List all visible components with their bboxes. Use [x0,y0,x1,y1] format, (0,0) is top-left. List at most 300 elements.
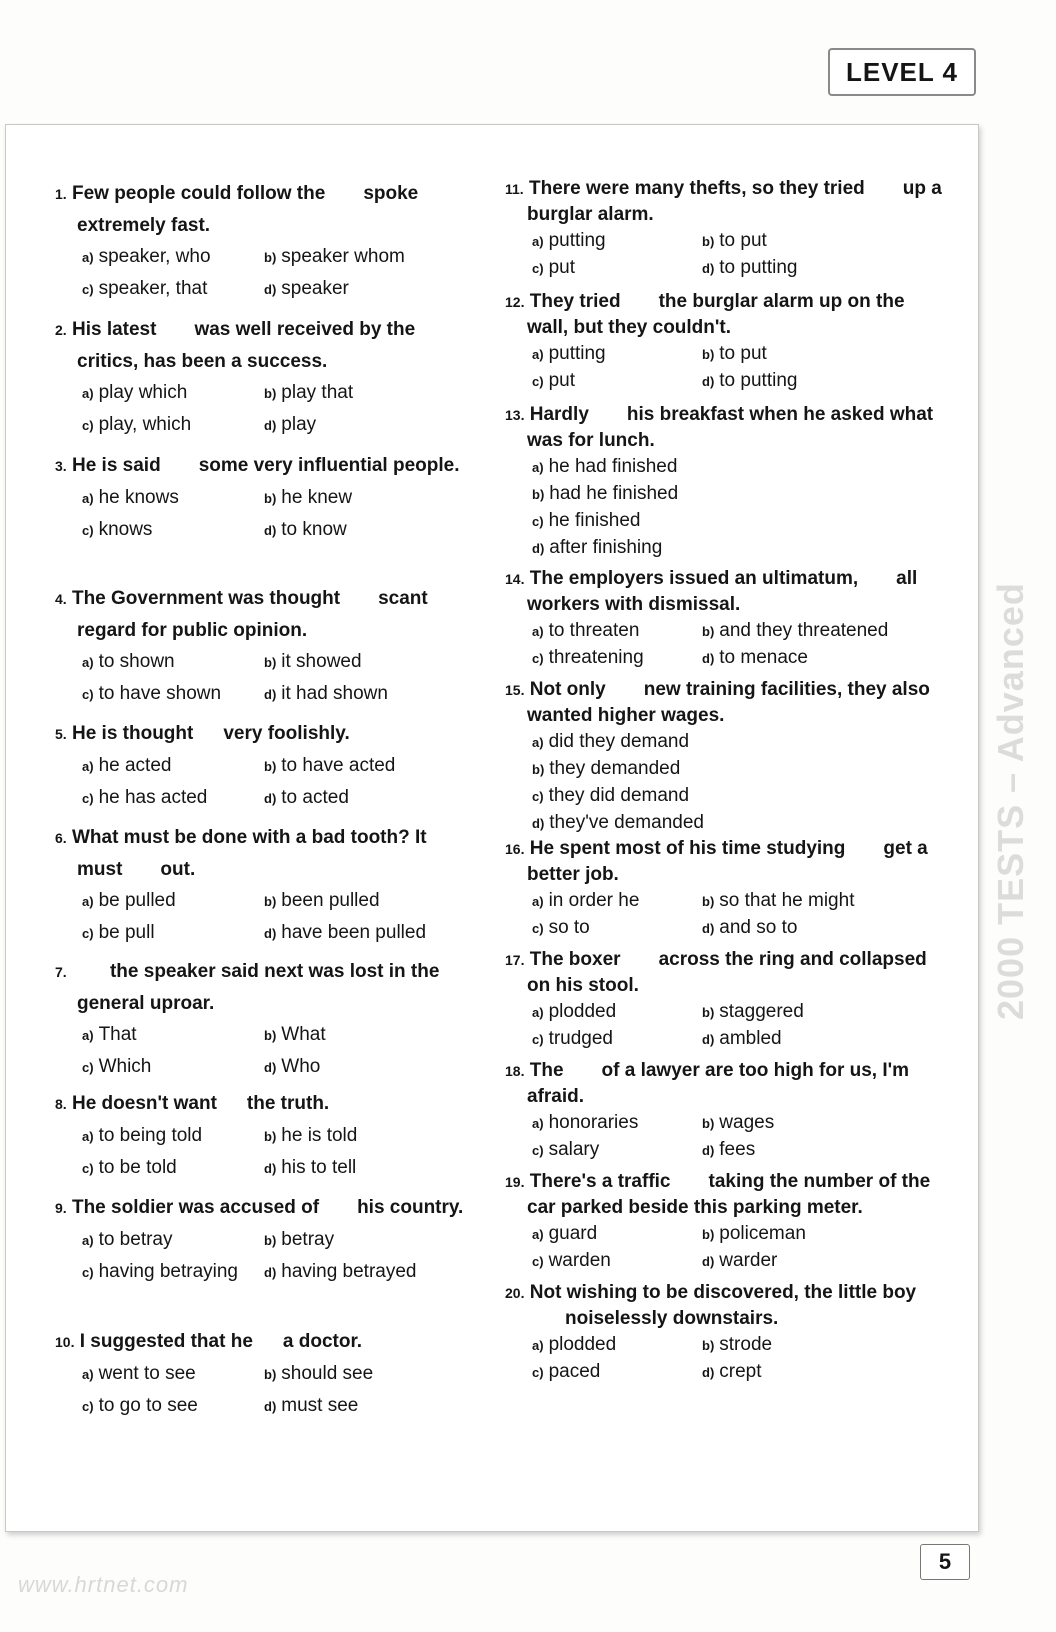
option-c[interactable] [532,508,945,535]
option-a[interactable] [82,646,264,678]
option-letter: a) [82,1028,94,1043]
question-stem-start: There were many thefts, so they tried [528,178,865,199]
question-stem-end: spoke extremely fast. [77,183,419,236]
option-letter: a) [532,1005,544,1020]
option-b[interactable] [264,241,465,273]
option-b[interactable] [264,1120,465,1152]
option-text: putting [548,230,606,251]
option-letter: a) [532,624,544,639]
question-number: 18. [505,1063,525,1079]
question-stem-end: his country. [357,1197,464,1218]
option-letter: b) [702,624,715,639]
option-b[interactable] [264,750,465,782]
question-stem-start: Not only [529,679,606,700]
question-14 [505,566,945,672]
option-c[interactable] [82,409,264,441]
option-b[interactable] [702,228,945,255]
option-a[interactable] [532,618,702,645]
option-text: he has acted [98,787,208,808]
option-text: did they demand [548,731,690,752]
option-a[interactable] [532,1221,702,1248]
question-text [55,822,465,885]
option-text: to have acted [281,755,396,776]
option-letter: b) [264,1028,277,1043]
question-stem-start: The employers issued an ultimatum, [529,568,859,589]
question-text [55,1192,465,1224]
option-a[interactable] [82,482,264,514]
option-b[interactable] [264,1358,465,1390]
question-text [55,956,465,1019]
question-6 [55,822,465,949]
option-d[interactable] [264,1390,465,1422]
option-letter: b) [264,894,277,909]
option-text: he acted [98,755,172,776]
option-text: should see [281,1363,374,1384]
option-text: to go to see [98,1395,198,1416]
option-text: to betray [98,1229,173,1250]
option-text: after finishing [549,537,663,558]
option-c[interactable] [532,1359,702,1386]
answer-options [505,618,945,672]
question-text [55,1326,465,1358]
option-text: he is told [281,1125,358,1146]
option-text: they did demand [548,785,690,806]
option-letter: a) [532,234,544,249]
option-letter: d) [702,1032,715,1047]
option-letter: a) [82,1233,94,1248]
option-text: What [281,1024,326,1045]
option-letter: c) [532,261,544,276]
option-b[interactable] [702,618,945,645]
option-d[interactable] [702,1248,945,1275]
question-15 [505,677,945,837]
question-stem-start: The boxer [529,949,621,970]
option-d[interactable] [702,1359,945,1386]
question-stem-start: He is said [71,455,161,476]
option-c[interactable] [82,782,264,814]
answer-options [55,482,465,546]
answer-options [55,885,465,949]
option-a[interactable] [82,1358,264,1390]
question-number: 14. [505,571,525,587]
option-text: plodded [548,1334,617,1355]
question-stem-end: get a better job. [527,838,928,885]
option-b[interactable] [264,1019,465,1051]
option-letter: a) [532,735,544,750]
option-b[interactable] [264,646,465,678]
question-number: 2. [55,322,67,338]
option-a[interactable] [532,228,702,255]
option-letter: b) [702,234,715,249]
option-a[interactable] [532,454,945,481]
option-text: play which [98,382,188,403]
option-letter: c) [532,651,544,666]
option-c[interactable] [82,917,264,949]
option-c[interactable] [532,783,945,810]
option-d[interactable] [702,645,945,672]
option-text: ambled [719,1028,782,1049]
question-stem-end: the speaker said next was lost in the general uproar. [77,961,440,1014]
option-a[interactable] [532,888,702,915]
option-letter: a) [532,460,544,475]
question-4 [55,583,465,710]
option-c[interactable] [532,645,702,672]
option-letter: a) [532,347,544,362]
question-number: 13. [505,407,525,423]
option-a[interactable] [82,750,264,782]
option-text: play, which [98,414,192,435]
option-text: crept [719,1361,762,1382]
question-7 [55,956,465,1083]
option-text: he finished [548,510,641,531]
option-letter: b) [532,487,545,502]
option-text: speaker whom [281,246,405,267]
answer-options [505,1110,945,1164]
option-text: warder [719,1250,778,1271]
option-letter: d) [264,687,277,702]
option-text: they demanded [549,758,681,779]
option-text: knows [98,519,153,540]
option-c[interactable] [82,1256,264,1288]
option-letter: b) [264,655,277,670]
option-text: Which [98,1056,152,1077]
answer-options [505,1332,945,1386]
option-letter: d) [264,926,277,941]
page-number: 5 [920,1544,970,1580]
question-number: 10. [55,1334,75,1350]
question-number: 5. [55,726,67,742]
option-letter: b) [702,1116,715,1131]
question-stem-start: They tried [529,291,621,312]
option-letter: d) [702,374,715,389]
option-letter: a) [82,1367,94,1382]
option-letter: b) [702,1005,715,1020]
question-number: 19. [505,1174,525,1190]
option-b[interactable] [532,481,945,508]
question-stem-end: noiselessly downstairs. [565,1308,779,1329]
question-text [505,836,945,888]
option-d[interactable] [702,1026,945,1053]
question-stem-end: all workers with dismissal. [527,568,918,615]
option-letter: c) [532,374,544,389]
option-letter: d) [264,523,277,538]
option-letter: c) [82,791,94,806]
option-a[interactable] [82,1120,264,1152]
option-b[interactable] [702,1221,945,1248]
option-text: fees [719,1139,756,1160]
question-stem-end: out. [160,859,196,880]
question-19 [505,1169,945,1275]
option-letter: b) [702,347,715,362]
option-letter: a) [532,1338,544,1353]
question-stem-start: He is thought [71,723,194,744]
option-c[interactable] [532,1248,702,1275]
option-text: warden [548,1250,611,1271]
question-stem-start: His latest [71,319,157,340]
question-stem-start: He doesn't want [71,1093,217,1114]
option-b[interactable] [264,377,465,409]
option-text: be pulled [98,890,176,911]
option-letter: d) [264,1399,277,1414]
option-letter: d) [532,816,545,831]
option-c[interactable] [532,368,702,395]
option-letter: d) [702,1365,715,1380]
option-c[interactable] [532,915,702,942]
option-letter: c) [82,1060,94,1075]
option-c[interactable] [82,273,264,305]
option-letter: a) [82,655,94,670]
option-text: went to see [98,1363,196,1384]
question-text [505,402,945,454]
option-b[interactable] [702,1332,945,1359]
option-a[interactable] [532,1332,702,1359]
question-stem-end: some very influential people. [198,455,460,476]
option-a[interactable] [532,341,702,368]
question-stem-start: The Government was thought [71,588,341,609]
option-b[interactable] [264,885,465,917]
question-stem-end: up a burglar alarm. [527,178,942,225]
option-text: play that [281,382,354,403]
option-b[interactable] [264,482,465,514]
question-stem-start: Few people could follow the [71,183,326,204]
option-letter: d) [264,791,277,806]
option-text: must see [281,1395,359,1416]
question-text [505,677,945,729]
question-18 [505,1058,945,1164]
option-text: it had shown [281,683,388,704]
question-text [505,566,945,618]
option-letter: b) [264,250,277,265]
option-text: and they threatened [719,620,889,641]
answer-options [505,454,945,562]
option-letter: c) [82,1265,94,1280]
footer-watermark: www.hrtnet.com [18,1572,189,1597]
option-text: it showed [281,651,362,672]
option-text: to acted [281,787,349,808]
question-text [505,176,945,228]
option-a[interactable] [82,1224,264,1256]
option-letter: c) [82,282,94,297]
option-letter: c) [82,1161,94,1176]
option-c[interactable] [82,678,264,710]
option-b[interactable] [702,999,945,1026]
option-letter: c) [532,921,544,936]
option-b[interactable] [702,888,945,915]
question-text [505,947,945,999]
option-letter: b) [702,1338,715,1353]
option-letter: a) [532,1116,544,1131]
option-letter: b) [702,1227,715,1242]
question-stem-end: a doctor. [282,1331,363,1352]
option-letter: c) [532,1032,544,1047]
option-text: so to [548,917,590,938]
option-letter: d) [264,1060,277,1075]
option-d[interactable] [702,915,945,942]
option-letter: d) [702,1254,715,1269]
option-text: to put [719,230,767,251]
answer-options [55,241,465,305]
option-letter: d) [702,921,715,936]
option-text: to threaten [548,620,640,641]
question-text [505,1280,945,1332]
option-c[interactable] [82,1152,264,1184]
option-d[interactable] [264,678,465,710]
option-letter: d) [532,541,545,556]
question-20 [505,1280,945,1386]
option-text: having betrayed [281,1261,417,1282]
option-d[interactable] [702,255,945,282]
question-stem-end: the burglar alarm up on the wall, but they couldn't. [527,291,905,338]
option-letter: a) [82,250,94,265]
option-d[interactable] [264,917,465,949]
option-c[interactable] [82,1390,264,1422]
option-text: threatening [548,647,644,668]
option-letter: a) [82,894,94,909]
option-text: strode [719,1334,773,1355]
option-text: play [281,414,317,435]
option-letter: a) [82,759,94,774]
option-d[interactable] [264,273,465,305]
option-d[interactable] [702,1137,945,1164]
side-label: 2000 TESTS – Advanced [990,582,1031,1020]
answer-options [55,1019,465,1083]
answer-options [505,1221,945,1275]
question-text [505,1058,945,1110]
question-number: 3. [55,458,67,474]
option-letter: b) [264,1233,277,1248]
option-text: to being told [98,1125,203,1146]
option-text: put [548,257,575,278]
question-stem-start: The soldier was accused of [71,1197,320,1218]
option-letter: c) [532,789,544,804]
option-d[interactable] [264,1256,465,1288]
option-d[interactable] [264,782,465,814]
option-letter: b) [264,759,277,774]
question-text [55,178,465,241]
question-stem-start: Hardly [529,404,589,425]
question-stem-end: new training facilities, they also wanted higher wages. [527,679,930,726]
question-stem-end: very foolishly. [223,723,350,744]
option-d[interactable] [532,810,945,837]
option-letter: d) [702,261,715,276]
option-b[interactable] [264,1224,465,1256]
option-text: staggered [719,1001,804,1022]
question-11 [505,176,945,282]
question-number: 7. [55,964,67,980]
question-number: 1. [55,186,67,202]
question-number: 11. [505,181,524,197]
option-d[interactable] [264,409,465,441]
option-a[interactable] [532,1110,702,1137]
option-d[interactable] [264,1152,465,1184]
answer-options [505,228,945,282]
option-text: had he finished [549,483,679,504]
option-letter: c) [532,1365,544,1380]
question-text [55,718,465,750]
option-letter: c) [532,514,544,529]
question-stem-start: What must be done with a bad tooth? It must [71,827,427,880]
answer-options [55,1120,465,1184]
option-a[interactable] [82,885,264,917]
option-a[interactable] [82,377,264,409]
question-text [505,1169,945,1221]
option-c[interactable] [532,255,702,282]
question-16 [505,836,945,942]
option-d[interactable] [532,535,945,562]
answer-options [505,341,945,395]
option-letter: a) [532,1227,544,1242]
question-9 [55,1192,465,1288]
option-c[interactable] [532,1137,702,1164]
question-number: 6. [55,830,67,846]
question-stem-end: was well received by the critics, has been a success. [77,319,416,372]
option-letter: a) [532,894,544,909]
option-text: to put [719,343,767,364]
question-stem-end: across the ring and collapsed on his stool. [527,949,927,996]
option-b[interactable] [532,756,945,783]
option-letter: d) [264,1161,277,1176]
option-letter: c) [82,926,94,941]
question-text [55,314,465,377]
option-d[interactable] [702,368,945,395]
option-b[interactable] [702,341,945,368]
question-text [55,583,465,646]
option-letter: c) [532,1254,544,1269]
option-text: having betraying [98,1261,238,1282]
question-number: 12. [505,294,525,310]
option-letter: c) [82,523,94,538]
option-text: so that he might [719,890,855,911]
option-letter: b) [264,1129,277,1144]
option-c[interactable] [82,1051,264,1083]
question-10 [55,1326,465,1422]
option-a[interactable] [82,1019,264,1051]
question-stem-end: taking the number of the car parked beside this parking meter. [527,1171,931,1218]
question-17 [505,947,945,1053]
option-text: speaker, who [98,246,211,267]
option-c[interactable] [532,1026,702,1053]
option-letter: d) [702,651,715,666]
option-a[interactable] [532,999,702,1026]
option-letter: b) [264,386,277,401]
option-d[interactable] [264,1051,465,1083]
option-text: been pulled [281,890,380,911]
question-5 [55,718,465,814]
option-letter: c) [82,687,94,702]
answer-options [55,377,465,441]
option-a[interactable] [532,729,945,756]
question-stem-start: He spent most of his time studying [529,838,846,859]
option-text: to be told [98,1157,177,1178]
question-number: 8. [55,1096,67,1112]
option-text: be pull [98,922,155,943]
option-a[interactable] [82,241,264,273]
answer-options [55,1224,465,1288]
question-number: 20. [505,1285,525,1301]
option-text: he knew [281,487,353,508]
question-stem-start: I suggested that he [79,1331,253,1352]
question-stem-end: his breakfast when he asked what was for lunch. [527,404,934,451]
option-text: paced [548,1361,601,1382]
option-letter: b) [264,491,277,506]
option-letter: a) [82,491,94,506]
answer-options [55,646,465,710]
option-d[interactable] [264,514,465,546]
option-c[interactable] [82,514,264,546]
option-b[interactable] [702,1110,945,1137]
option-letter: d) [264,1265,277,1280]
answer-options [505,888,945,942]
